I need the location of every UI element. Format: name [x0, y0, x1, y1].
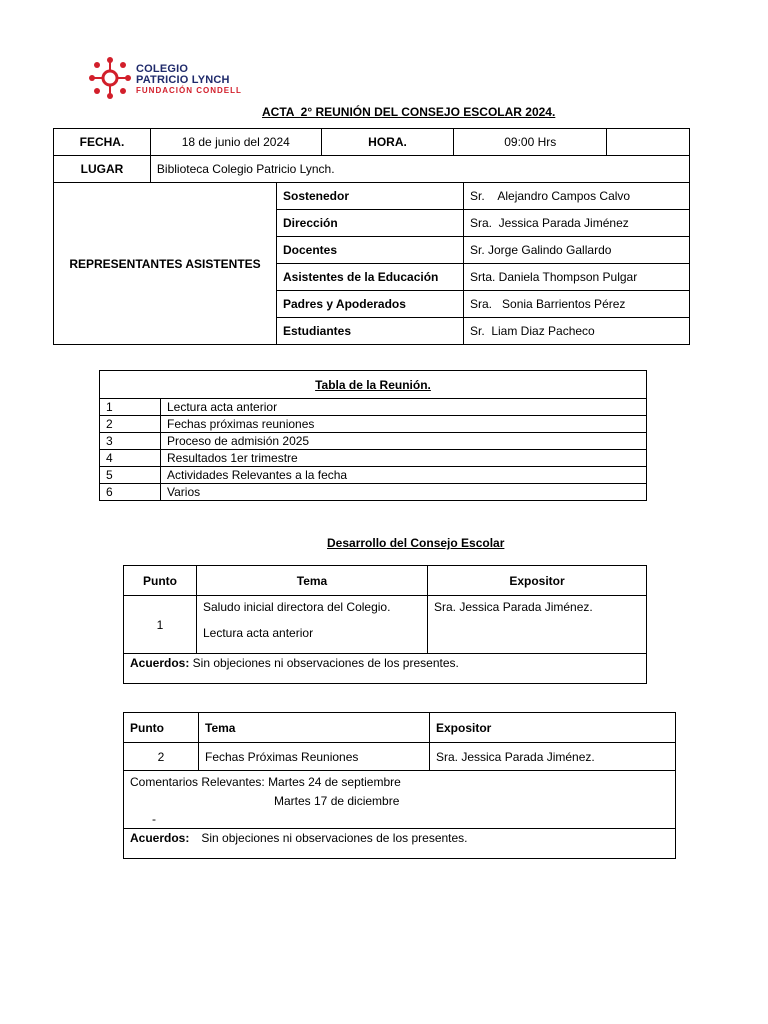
role-cell: Estudiantes: [277, 318, 464, 345]
tema-header: Tema: [199, 713, 430, 743]
name-cell: Sr. Jorge Galindo Gallardo: [464, 237, 690, 264]
punto-header: Punto: [124, 713, 199, 743]
acuerdos-label: Acuerdos:: [130, 656, 190, 670]
point-2-table: [123, 712, 676, 859]
lugar-value: Biblioteca Colegio Patricio Lynch.: [150, 156, 689, 183]
fecha-label: FECHA.: [54, 129, 151, 156]
point-number: 2: [124, 743, 199, 771]
punto-header: Punto: [124, 566, 197, 596]
agenda-table: [99, 370, 647, 501]
agenda-text: Resultados 1er trimestre: [161, 450, 647, 467]
acuerdos-cell: [124, 829, 676, 859]
point-number: 1: [124, 596, 197, 654]
name-cell: Srta. Daniela Thompson Pulgar: [464, 264, 690, 291]
document-title: ACTA 2° REUNIÓN DEL CONSEJO ESCOLAR 2024.: [262, 105, 556, 119]
agenda-text: Actividades Relevantes a la fecha: [161, 467, 647, 484]
school-logo: [88, 56, 248, 100]
agenda-num: 1: [100, 399, 161, 416]
agenda-text: Proceso de admisión 2025: [161, 433, 647, 450]
logo-line-1: COLEGIO: [136, 63, 189, 75]
expositor-value: Sra. Jessica Parada Jiménez.: [428, 596, 647, 654]
agenda-num: 6: [100, 484, 161, 501]
lugar-label: LUGAR: [54, 156, 151, 183]
agenda-text: Lectura acta anterior: [161, 399, 647, 416]
logo-line-3: FUNDACIÓN CONDELL: [136, 86, 242, 95]
expositor-value: Sra. Jessica Parada Jiménez.: [430, 743, 676, 771]
development-title: Desarrollo del Consejo Escolar: [327, 536, 505, 550]
hora-value: 09:00 Hrs: [454, 129, 607, 156]
role-cell: Sostenedor: [277, 183, 464, 210]
comments-line-2: Martes 17 de diciembre: [274, 794, 400, 808]
tema-value: Fechas Próximas Reuniones: [199, 743, 430, 771]
tema-line-1: Saludo inicial directora del Colegio.: [203, 600, 391, 614]
role-cell: Asistentes de la Educación: [277, 264, 464, 291]
sun-gear-icon: [88, 56, 132, 100]
representatives-table: [53, 182, 690, 345]
agenda-text: Varios: [161, 484, 647, 501]
agenda-num: 4: [100, 450, 161, 467]
hora-label: HORA.: [321, 129, 454, 156]
acuerdos-text: Sin objeciones ni observaciones de los presentes.: [201, 831, 468, 845]
tema-header: Tema: [197, 566, 428, 596]
comments-line-1: Comentarios Relevantes: Martes 24 de septiembre: [130, 775, 401, 789]
expositor-header: Expositor: [430, 713, 676, 743]
agenda-text: Fechas próximas reuniones: [161, 416, 647, 433]
comments-cell: [124, 771, 676, 829]
acuerdos-text: Sin objeciones ni observaciones de los presentes.: [189, 656, 459, 670]
name-cell: Sra. Jessica Parada Jiménez: [464, 210, 690, 237]
role-cell: Docentes: [277, 237, 464, 264]
agenda-num: 5: [100, 467, 161, 484]
name-cell: Sr. Alejandro Campos Calvo: [464, 183, 690, 210]
comments-line-3: -: [152, 812, 156, 826]
point-1-table: [123, 565, 647, 684]
meeting-info-table: [53, 128, 690, 183]
logo-line-2: PATRICIO LYNCH: [136, 74, 230, 86]
role-cell: Dirección: [277, 210, 464, 237]
name-cell: Sr. Liam Diaz Pacheco: [464, 318, 690, 345]
fecha-value: 18 de junio del 2024: [150, 129, 321, 156]
name-cell: Sra. Sonia Barrientos Pérez: [464, 291, 690, 318]
agenda-title: Tabla de la Reunión.: [100, 371, 647, 399]
tema-line-2: Lectura acta anterior: [203, 626, 314, 640]
role-cell: Padres y Apoderados: [277, 291, 464, 318]
acuerdos-label: Acuerdos:: [130, 831, 190, 845]
representatives-label: REPRESENTANTES ASISTENTES: [54, 183, 277, 345]
empty-cell: [607, 129, 690, 156]
agenda-num: 3: [100, 433, 161, 450]
acuerdos-cell: [124, 654, 647, 684]
agenda-num: 2: [100, 416, 161, 433]
expositor-header: Expositor: [428, 566, 647, 596]
